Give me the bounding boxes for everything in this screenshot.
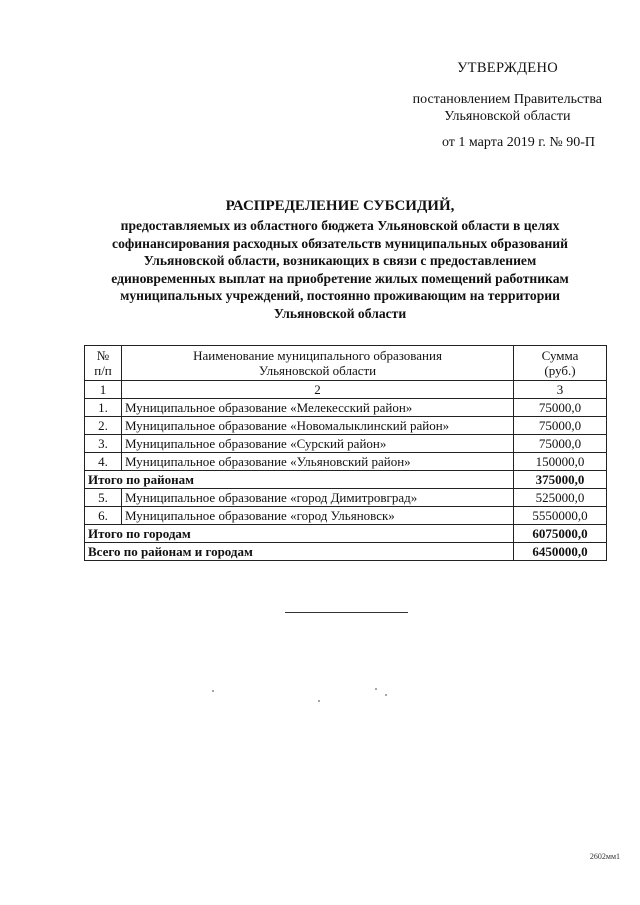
approval-authority [413, 91, 602, 125]
table-row [85, 489, 607, 507]
total-districts-sum: 375000,0 [514, 471, 607, 489]
total-cities-label: Итого по городам [85, 525, 514, 543]
title-line: муниципальных учреждений, постоянно проживающим на территории [120, 288, 560, 304]
col-number: 3 [514, 381, 607, 399]
row-num: 1. [85, 399, 122, 417]
subsidy-table [84, 345, 607, 561]
header-num-line2: п/п [94, 363, 112, 378]
row-num: 6. [85, 507, 122, 525]
scan-speck [212, 690, 214, 692]
total-cities-sum: 6075000,0 [514, 525, 607, 543]
col-number: 2 [122, 381, 514, 399]
header-num-line1: № [96, 348, 110, 363]
approval-heading: УТВЕРЖДЕНО [457, 60, 558, 76]
row-name: Муниципальное образование «город Ульяновск» [122, 507, 514, 525]
header-name-line2: Ульяновской области [258, 363, 377, 378]
total-districts-row [85, 471, 607, 489]
row-name: Муниципальное образование «Ульяновский район» [122, 453, 514, 471]
header-name [122, 346, 514, 381]
total-districts-label: Итого по районам [85, 471, 514, 489]
header-name-line1: Наименование муниципального образования [193, 348, 442, 363]
row-sum: 5550000,0 [514, 507, 607, 525]
row-num: 2. [85, 417, 122, 435]
title-line: Ульяновской области [273, 305, 407, 321]
grand-total-sum: 6450000,0 [514, 543, 607, 561]
grand-total-label: Всего по районам и городам [85, 543, 514, 561]
scan-speck [385, 694, 387, 696]
row-name: Муниципальное образование «город Димитровград» [122, 489, 514, 507]
table-row [85, 435, 607, 453]
column-number-row [85, 381, 607, 399]
approval-authority-line1: постановлением Правительства [412, 92, 602, 107]
col-number: 1 [85, 381, 122, 399]
closing-line [285, 612, 408, 613]
row-name: Муниципальное образование «Сурский район» [122, 435, 514, 453]
row-sum: 75000,0 [514, 399, 607, 417]
scan-speck [375, 688, 377, 690]
row-num: 3. [85, 435, 122, 453]
table-row [85, 399, 607, 417]
title-line: Ульяновской области, возникающих в связи с предоставлением [143, 253, 537, 269]
total-cities-row [85, 525, 607, 543]
row-sum: 150000,0 [514, 453, 607, 471]
title-main: РАСПРЕДЕЛЕНИЕ СУБСИДИЙ, [225, 198, 455, 214]
table-row [85, 453, 607, 471]
row-sum: 75000,0 [514, 435, 607, 453]
header-sum-line2: (руб.) [544, 363, 576, 378]
header-sum-line1: Сумма [541, 348, 579, 363]
table-row [85, 507, 607, 525]
title-line: единовременных выплат на приобретение жилых помещений работникам [111, 270, 569, 286]
document-title [70, 196, 610, 323]
header-sum [514, 346, 607, 381]
title-line: предоставляемых из областного бюджета Ульяновской области в целях [120, 218, 560, 233]
footer-code: 2602мм1 [589, 852, 620, 861]
row-name: Муниципальное образование «Мелекесский район» [122, 399, 514, 417]
table-header-row [85, 346, 607, 381]
row-name: Муниципальное образование «Новомалыклинский район» [122, 417, 514, 435]
table-row [85, 417, 607, 435]
grand-total-row [85, 543, 607, 561]
row-sum: 75000,0 [514, 417, 607, 435]
row-num: 4. [85, 453, 122, 471]
approval-authority-line2: Ульяновской области [444, 109, 571, 124]
row-num: 5. [85, 489, 122, 507]
title-line: софинансирования расходных обязательств муниципальных образований [112, 235, 568, 251]
header-num [85, 346, 122, 381]
approval-date: от 1 марта 2019 г. № 90-П [441, 135, 595, 150]
row-sum: 525000,0 [514, 489, 607, 507]
scan-speck [318, 700, 320, 702]
